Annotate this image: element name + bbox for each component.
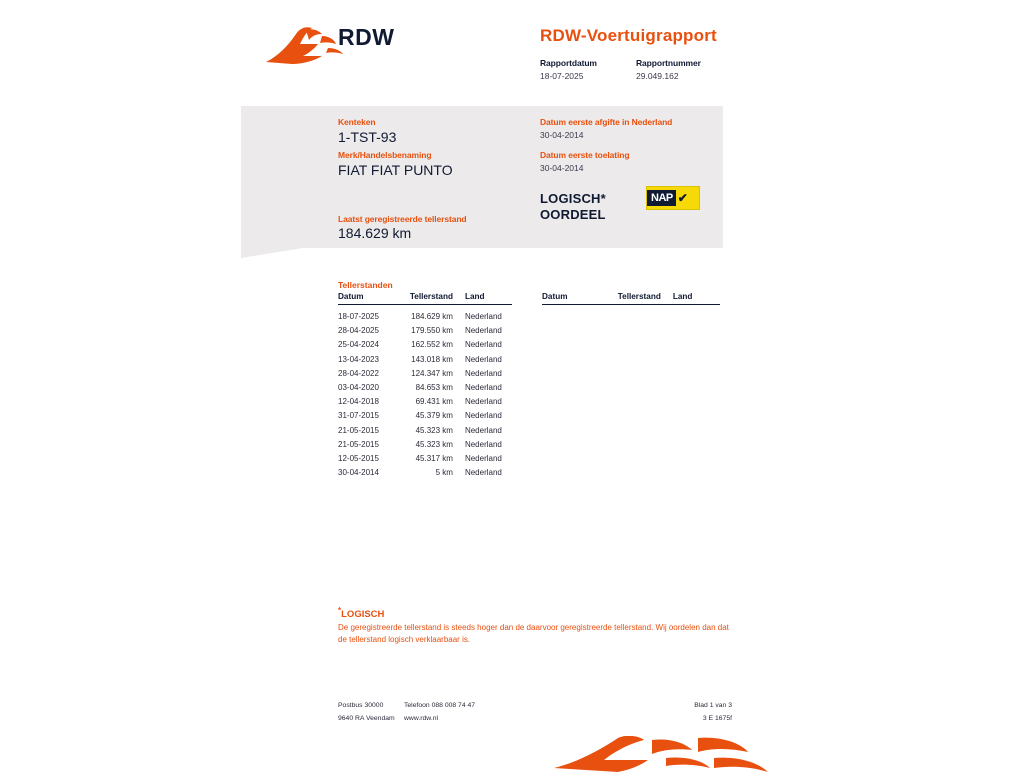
cell-datum: 18-07-2025: [338, 312, 379, 321]
table-row: [338, 409, 512, 423]
eerste-afgifte-value: 30-04-2014: [540, 130, 584, 140]
merk-value: FIAT FIAT PUNTO: [338, 162, 453, 178]
cell-land: Nederland: [464, 326, 502, 336]
tellerstanden-rows: [338, 305, 512, 480]
cell-land: Nederland: [464, 397, 502, 407]
verdict-block: [540, 191, 606, 223]
cell-tellerstand: 84.653 km: [415, 382, 453, 392]
footer-doc-code: 3 E 1675f: [702, 715, 732, 722]
cell-land: Nederland: [464, 425, 502, 435]
footer-website-link[interactable]: www.rdw.nl: [404, 715, 438, 722]
table-header-row: [338, 292, 512, 305]
cell-tellerstand: 143.018 km: [411, 354, 453, 364]
nap-check-icon: ✔: [677, 191, 688, 205]
table-row: [338, 423, 512, 437]
table-row: [338, 451, 512, 465]
meta-label: Rapportdatum: [540, 58, 597, 68]
cell-datum: 13-04-2023: [338, 354, 379, 364]
cell-land: Nederland: [464, 411, 502, 421]
rdw-arrow-logo-footer-icon: [548, 736, 788, 772]
cell-land: Nederland: [464, 468, 502, 478]
eerste-toelating-label: Datum eerste toelating: [540, 150, 630, 160]
cell-datum: 03-04-2020: [338, 382, 379, 392]
meta-value: 29.049.162: [636, 71, 679, 81]
tellerstanden-table-left: [338, 292, 512, 480]
footnote-title: [338, 606, 384, 620]
cell-tellerstand: 45.379 km: [415, 411, 453, 421]
col-header-datum: Datum: [338, 292, 395, 305]
footnote-star: *: [338, 606, 342, 615]
table-row: [338, 437, 512, 451]
cell-land: Nederland: [464, 453, 502, 463]
table-row: [338, 305, 512, 324]
eerste-afgifte-label: Datum eerste afgifte in Nederland: [540, 117, 673, 127]
meta-rapportnummer: [636, 58, 714, 81]
cell-land: Nederland: [464, 382, 502, 392]
cell-datum: 30-04-2014: [338, 468, 379, 478]
cell-land: Nederland: [464, 340, 502, 350]
footer-right: [640, 702, 732, 728]
table-row: [338, 352, 512, 366]
verdict-line-2: OORDEEL: [540, 207, 606, 222]
cell-tellerstand: 45.323 km: [415, 425, 453, 435]
cell-datum: 12-05-2015: [338, 453, 379, 463]
cell-land: Nederland: [464, 312, 502, 321]
footer-contact-line1: Telefoon 088 008 74 47: [404, 702, 476, 709]
laatste-tellerstand-label: Laatst geregistreerde tellerstand: [338, 214, 467, 224]
footer-address-line1: Postbus 30000: [338, 702, 384, 709]
cell-tellerstand: 162.552 km: [411, 340, 453, 350]
cell-land: Nederland: [464, 439, 502, 449]
cell-datum: 28-04-2025: [338, 326, 379, 336]
cell-tellerstand: 184.629 km: [411, 312, 453, 321]
kenteken-value: 1-TST-93: [338, 129, 397, 145]
table-header-row: [542, 292, 720, 305]
col-header-land: Land: [661, 292, 720, 305]
cell-datum: 25-04-2024: [338, 340, 379, 350]
meta-value: 18-07-2025: [540, 71, 584, 81]
report-title: RDW-Voertuigrapport: [540, 26, 717, 45]
cell-tellerstand: 69.431 km: [415, 397, 453, 407]
table-row: [338, 395, 512, 409]
kenteken-label: Kenteken: [338, 117, 376, 127]
eerste-toelating-value: 30-04-2014: [540, 163, 584, 173]
cell-datum: 28-04-2022: [338, 368, 379, 378]
laatste-tellerstand-value: 184.629 km: [338, 225, 412, 241]
cell-tellerstand: 45.317 km: [415, 453, 453, 463]
cell-datum: 31-07-2015: [338, 411, 379, 421]
cell-tellerstand: 124.347 km: [411, 368, 453, 378]
cell-datum: 21-05-2015: [338, 425, 379, 435]
tellerstanden-title: Tellerstanden: [338, 280, 393, 290]
nap-badge: [646, 186, 700, 210]
table-row: [338, 338, 512, 352]
footnote-body: De geregistreerde tellerstand is steeds hoger dan de daarvoor geregistreerde tellerstand. Wij oordelen dan dat de tellerstand logisch verklaarbaar is.: [338, 623, 729, 644]
report-meta: [540, 58, 714, 81]
meta-rapportdatum: [540, 58, 618, 81]
col-header-land: Land: [453, 292, 512, 305]
footnote-title-text: LOGISCH: [341, 609, 385, 621]
cell-tellerstand: 179.550 km: [411, 326, 453, 336]
panel-notch-decoration: [241, 248, 303, 258]
vehicle-summary-panel: [241, 106, 723, 248]
merk-label: Merk/Handelsbenaming: [338, 150, 432, 160]
col-header-tellerstand: Tellerstand: [601, 292, 661, 305]
tellerstanden-table-right: [542, 292, 720, 305]
footer-address-line2: 9640 RA Veendam: [338, 715, 395, 722]
cell-datum: 21-05-2015: [338, 439, 379, 449]
verdict-line-1: LOGISCH*: [540, 191, 606, 206]
cell-land: Nederland: [464, 368, 502, 378]
footer-page-info: Blad 1 van 3: [694, 702, 732, 709]
cell-land: Nederland: [464, 354, 502, 364]
col-header-tellerstand: Tellerstand: [395, 292, 453, 305]
meta-label: Rapportnummer: [636, 58, 701, 68]
cell-tellerstand: 5 km: [435, 468, 453, 478]
table-row: [338, 366, 512, 380]
table-row: [338, 380, 512, 394]
col-header-datum: Datum: [542, 292, 601, 305]
cell-tellerstand: 45.323 km: [415, 439, 453, 449]
brand-title: RDW: [338, 24, 395, 50]
table-row: [338, 465, 512, 479]
nap-badge-text: NAP: [647, 190, 676, 206]
cell-datum: 12-04-2018: [338, 397, 379, 407]
table-row: [338, 324, 512, 338]
